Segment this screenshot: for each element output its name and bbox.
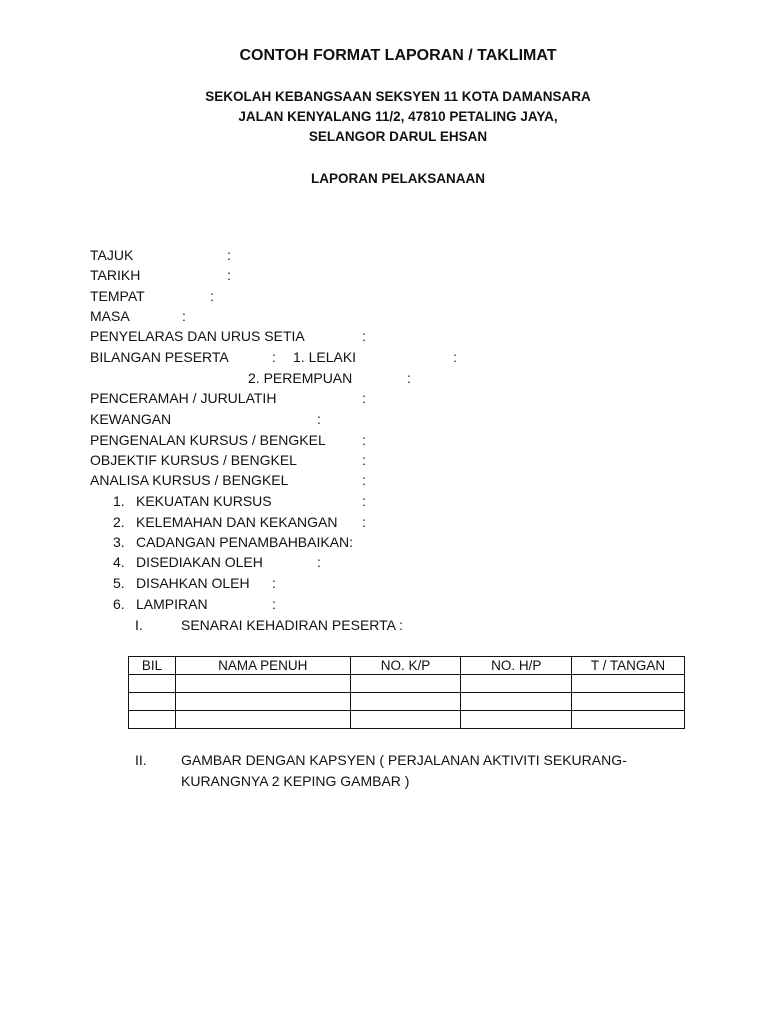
- field-colon: :: [317, 411, 321, 427]
- school-state: SELANGOR DARUL EHSAN: [308, 129, 488, 144]
- table-cell: [461, 693, 572, 711]
- field-colon: :: [317, 554, 321, 570]
- table-cell: [129, 693, 176, 711]
- field-kewangan: KEWANGAN: [90, 411, 172, 427]
- field-penyelaras: PENYELARAS DAN URUS SETIA: [90, 328, 305, 344]
- table-cell: [175, 693, 350, 711]
- table-cell: [129, 711, 176, 729]
- field-colon: :: [272, 349, 276, 365]
- analysis-item-cadangan: CADANGAN PENAMBAHBAIKAN:: [136, 534, 354, 550]
- attachment-gambar-line2: KURANGNYA 2 KEPING GAMBAR ): [181, 773, 410, 789]
- field-colon: :: [182, 308, 186, 324]
- field-perempuan: 2. PEREMPUAN: [248, 370, 353, 386]
- analysis-item-number: 2.: [113, 514, 125, 530]
- field-objektif: OBJEKTIF KURSUS / BENGKEL: [90, 452, 297, 468]
- table-row: [129, 675, 685, 693]
- column-header-bil: BIL: [129, 657, 176, 675]
- report-heading: LAPORAN PELAKSANAAN: [310, 171, 485, 186]
- field-bilangan-peserta: BILANGAN PESERTA: [90, 349, 229, 365]
- analysis-item-number: 4.: [113, 554, 125, 570]
- field-colon: :: [362, 514, 366, 530]
- analysis-item-number: 6.: [113, 596, 125, 612]
- field-colon: :: [362, 493, 366, 509]
- field-colon: :: [362, 328, 366, 344]
- field-pengenalan: PENGENALAN KURSUS / BENGKEL: [90, 432, 326, 448]
- field-analisa: ANALISA KURSUS / BENGKEL: [90, 472, 289, 488]
- field-colon: :: [362, 472, 366, 488]
- field-colon: :: [210, 288, 214, 304]
- table-cell: [129, 675, 176, 693]
- attachment-number: II.: [135, 752, 147, 768]
- analysis-item-kelemahan: KELEMAHAN DAN KEKANGAN: [136, 514, 338, 530]
- column-header-no-kp: NO. K/P: [350, 657, 461, 675]
- field-colon: :: [453, 349, 457, 365]
- analysis-item-number: 1.: [113, 493, 125, 509]
- table-header-row: [129, 657, 685, 675]
- column-header-t-tangan: T / TANGAN: [572, 657, 685, 675]
- attendance-table: [128, 656, 685, 729]
- table-cell: [572, 711, 685, 729]
- table-cell: [350, 711, 461, 729]
- field-colon: :: [272, 575, 276, 591]
- table-cell: [461, 675, 572, 693]
- table-cell: [461, 711, 572, 729]
- analysis-item-disahkan: DISAHKAN OLEH: [136, 575, 250, 591]
- field-tempat: TEMPAT: [90, 288, 145, 304]
- table-cell: [350, 675, 461, 693]
- table-cell: [175, 675, 350, 693]
- table-cell: [572, 693, 685, 711]
- field-colon: :: [407, 370, 411, 386]
- field-masa: MASA: [90, 308, 130, 324]
- field-colon: :: [227, 267, 231, 283]
- school-address-line: JALAN KENYALANG 11/2, 47810 PETALING JAYA,: [238, 109, 558, 124]
- field-tajuk: TAJUK: [90, 247, 134, 263]
- analysis-item-number: 3.: [113, 534, 125, 550]
- table-row: [129, 693, 685, 711]
- field-colon: :: [227, 247, 231, 263]
- analysis-item-kekuatan: KEKUATAN KURSUS: [136, 493, 272, 509]
- field-colon: :: [362, 390, 366, 406]
- field-tarikh: TARIKH: [90, 267, 141, 283]
- field-lelaki: 1. LELAKI: [293, 349, 357, 365]
- field-colon: :: [362, 432, 366, 448]
- analysis-item-number: 5.: [113, 575, 125, 591]
- attachment-senarai-kehadiran: SENARAI KEHADIRAN PESERTA :: [181, 617, 403, 633]
- document-title: CONTOH FORMAT LAPORAN / TAKLIMAT: [239, 47, 557, 64]
- table-cell: [175, 711, 350, 729]
- attachment-number: I.: [135, 617, 143, 633]
- field-penceramah: PENCERAMAH / JURULATIH: [90, 390, 277, 406]
- analysis-item-lampiran: LAMPIRAN: [136, 596, 208, 612]
- column-header-nama-penuh: NAMA PENUH: [175, 657, 350, 675]
- attachment-gambar-line1: GAMBAR DENGAN KAPSYEN ( PERJALANAN AKTIVITI SEKURANG-: [181, 752, 627, 768]
- field-colon: :: [362, 452, 366, 468]
- field-colon: :: [272, 596, 276, 612]
- table-cell: [350, 693, 461, 711]
- analysis-item-disediakan: DISEDIAKAN OLEH: [136, 554, 263, 570]
- school-name: SEKOLAH KEBANGSAAN SEKSYEN 11 KOTA DAMANSARA: [205, 89, 591, 104]
- table-cell: [572, 675, 685, 693]
- table-row: [129, 711, 685, 729]
- column-header-no-hp: NO. H/P: [461, 657, 572, 675]
